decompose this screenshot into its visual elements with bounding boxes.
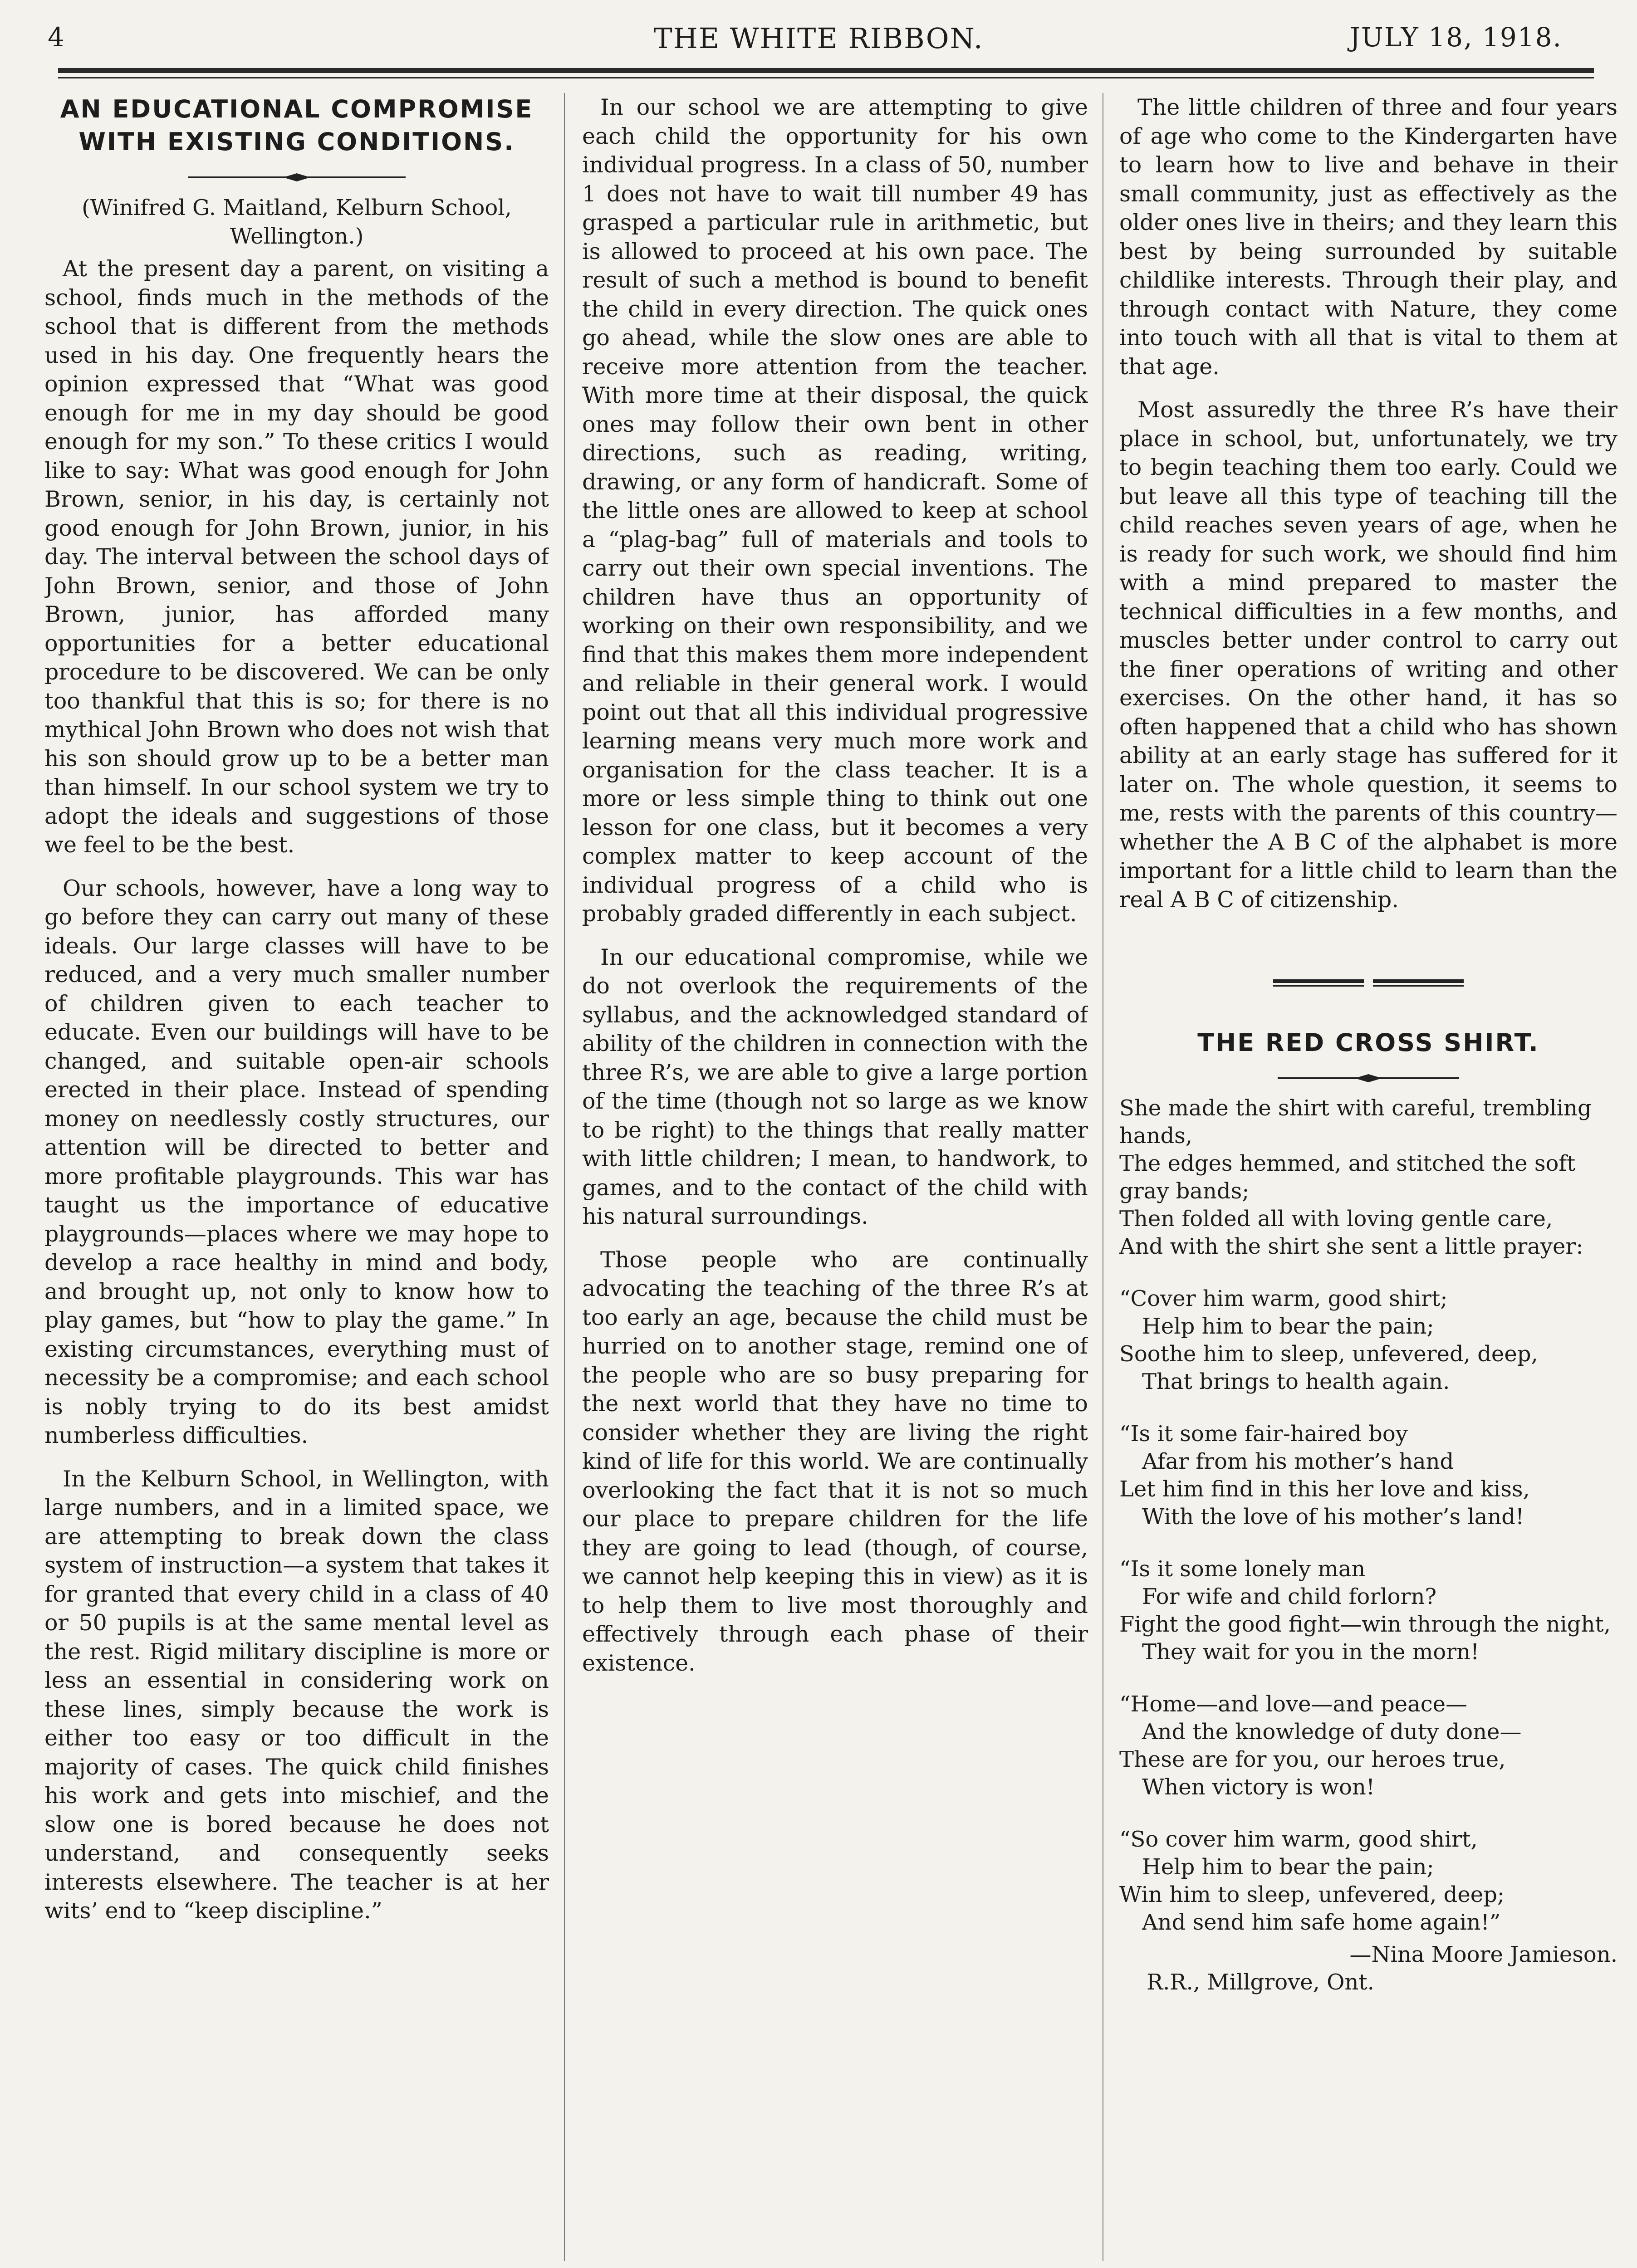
masthead-rule-thin — [58, 77, 1594, 78]
article-paragraph: In our educational compromise, while we do not overlook the requirements of the syllabus, and the acknowledged standard of ability of the children in connection with the three R’s, we are able to give a large portion of the time (though not so large as we know to be right) to the things that really matter with little children; I mean, to handwork, to games, and to the contact of the child with his natural surroundings. — [582, 944, 1088, 1229]
poem-line: Win him to sleep, unfevered, deep; — [1119, 1882, 1505, 1907]
ornament-rule-icon — [188, 172, 406, 183]
poem-line: The edges hemmed, and stitched the soft gray bands; — [1119, 1151, 1576, 1204]
article-paragraph: At the present day a parent, on visiting a school, finds much in the methods of the school that is different from the methods used in his day. One frequently hears the opinion expressed that “What was good enough for me in my day should be good enough for my son.” To these critics I would like to say: What was good enough for John Brown, senior, in his day, is certainly not good enough for John Brown, junior, in his day. The interval between the school days of John Brown, senior, and those of John Brown, junior, has afforded many opportunities for a better educational procedure to be discovered. We can be only too thankful that this is so; for there is no mythical John Brown who does not wish that his son should grow up to be a better man than himself. In our school system we try to adopt the ideals and suggestions of those we feel to be the best. — [44, 256, 549, 858]
poem-line: Help him to bear the pain; — [1142, 1314, 1434, 1339]
poem-line: When victory is won! — [1142, 1774, 1375, 1800]
poem-line: Afar from his mother’s hand — [1142, 1449, 1454, 1474]
poem-line: These are for you, our heroes true, — [1119, 1747, 1506, 1772]
poem-stanza — [1119, 1095, 1617, 1261]
page-number: 4 — [48, 22, 64, 53]
issue-date: JULY 18, 1918. — [1349, 22, 1562, 53]
article-paragraph: The little children of three and four years of age who come to the Kindergarten have to learn how to live and behave in their small community, just as effectively as the older ones live in theirs; and they learn this best by being surrounded by suitable childlike interests. Through their play, and through contact with Nature, they come into touch with all that is vital to them at that age. — [1119, 94, 1617, 380]
column-3 — [1119, 93, 1617, 2266]
poem-line: “Cover him warm, good shirt; — [1119, 1286, 1448, 1311]
masthead — [0, 0, 1637, 73]
poem-line: She made the shirt with careful, trembling hands, — [1119, 1095, 1592, 1149]
poem-line: And send him safe home again!” — [1142, 1910, 1501, 1935]
poem-location: R.R., Millgrove, Ont. — [1147, 1970, 1374, 1995]
poem-line: That brings to health again. — [1142, 1369, 1450, 1394]
poem-title: THE RED CROSS SHIRT. — [1197, 1028, 1539, 1057]
column-1 — [44, 93, 549, 2266]
ornament-rule-icon — [1278, 1073, 1459, 1084]
poem-line: And the knowledge of duty done— — [1142, 1719, 1522, 1745]
poem-line: For wife and child forlorn? — [1142, 1584, 1437, 1609]
poem-line: “Is it some fair-haired boy — [1119, 1421, 1408, 1447]
section-divider-icon — [1273, 978, 1464, 990]
newspaper-title: THE WHITE RIBBON. — [653, 22, 984, 55]
column-divider — [564, 93, 565, 2261]
poem-stanza — [1119, 1420, 1617, 1531]
masthead-rule — [58, 68, 1594, 73]
poem-line: Help him to bear the pain; — [1142, 1854, 1434, 1880]
column-2 — [582, 93, 1088, 2266]
poem-line: Let him find in this her love and kiss, — [1119, 1476, 1530, 1502]
poem-stanza — [1119, 1555, 1617, 1666]
poem-line: And with the shirt she sent a little prayer: — [1119, 1234, 1583, 1259]
article-byline: (Winifred G. Maitland, Kelburn School, Wellington.) — [82, 195, 512, 249]
article-paragraph: Most assuredly the three R’s have their place in school, but, unfortunately, we try to begin teaching them too early. Could we but leave all this type of teaching till the child reaches seven years of age, when he is ready for such work, we should find him with a mind prepared to master the technical difficulties in a few months, and muscles better under control to carry out the finer operations of writing and other exercises. On the other hand, it has so often happened that a child who has shown ability at an early stage has suffered for it later on. The whole question, it seems to me, rests with the parents of this country—whether the A B C of the alphabet is more important for a little child to learn than the real A B C of citizenship. — [1119, 397, 1617, 913]
poem — [1119, 1095, 1617, 1996]
poem-stanza — [1119, 1691, 1617, 1801]
article-paragraph: In the Kelburn School, in Wellington, with large numbers, and in a limited space, we are attempting to break down the class system of instruction—a system that takes it for granted that every child in a class of 40 or 50 pupils is at the same mental level as the rest. Rigid military discipline is more or less an essential in considering work on these lines, simply because the work is either too easy or too difficult in the majority of cases. The quick child finishes his work and gets into mischief, and the slow one is bored because he does not understand, and consequently seeks interests elsewhere. The teacher is at her wits’ end to “keep discipline.” — [44, 1466, 549, 1924]
poem-line: “Is it some lonely man — [1119, 1556, 1366, 1582]
poem-author: —Nina Moore Jamieson. — [1349, 1942, 1617, 1967]
poem-line: Soothe him to sleep, unfevered, deep, — [1119, 1341, 1538, 1367]
poem-line: Fight the good fight—win through the night, — [1119, 1612, 1611, 1637]
poem-line: “So cover him warm, good shirt, — [1119, 1827, 1478, 1852]
article-paragraph: In our school we are attempting to give each child the opportunity for his own individual progress. In a class of 50, number 1 does not have to wait till number 49 has grasped a particular rule in arithmetic, but is allowed to proceed at his own pace. The result of such a method is bound to benefit the child in every direction. The quick ones go ahead, while the slow ones are able to receive more attention from the teacher. With more time at their disposal, the quick ones may follow their own bent in other directions, such as reading, writing, drawing, or any form of handicraft. Some of the little ones are allowed to keep at school a “plag-bag” full of materials and tools to carry out their own special inventions. The children have thus an opportunity of working on their own responsibility, and we find that this makes them more independent and reliable in their general work. I would point out that all this individual progressive learning means very much more work and organisation for the class teacher. It is a more or less simple thing to think out one lesson for one class, but it becomes a very complex matter to keep account of the individual progress of a child who is probably graded differently in each subject. — [582, 94, 1088, 927]
poem-line: “Home—and love—and peace— — [1119, 1691, 1468, 1717]
poem-line: Then folded all with loving gentle care, — [1119, 1206, 1553, 1232]
article-paragraph: Our schools, however, have a long way to go before they can carry out many of these ideals. Our large classes will have to be reduced, and a very much smaller number of children given to each teacher to educate. Even our buildings will have to be changed, and suitable open-air schools erected in their place. Instead of spending money on needlessly costly structures, our attention will be directed to better and more profitable playgrounds. This war has taught us the importance of educative playgrounds—places where we may hope to develop a race healthy in mind and body, and brought up, not only to know how to play games, but “how to play the game.” In existing circumstances, everything must of necessity be a compromise; and each school is nobly trying to do its best amidst numberless difficulties. — [44, 875, 549, 1448]
article-paragraph: Those people who are continually advocating the teaching of the three R’s at too early an age, because the child must be hurried on to another stage, remind one of the people who are so busy preparing for the next world that they have no time to consider whether they are living the right kind of life for this world. We are continually overlooking the fact that it is not so much our place to prepare children for the life they are going to lead (though, of course, we cannot help keeping this in view) as it is to help them to live most thoroughly and effectively through each phase of their existence. — [582, 1246, 1088, 1676]
poem-stanza — [1119, 1285, 1617, 1396]
poem-line: They wait for you in the morn! — [1142, 1639, 1480, 1665]
poem-stanza — [1119, 1826, 1617, 1936]
poem-line: With the love of his mother’s land! — [1142, 1504, 1524, 1530]
article-headline: AN EDUCATIONAL COMPROMISE WITH EXISTING CONDITIONS. — [60, 95, 534, 156]
